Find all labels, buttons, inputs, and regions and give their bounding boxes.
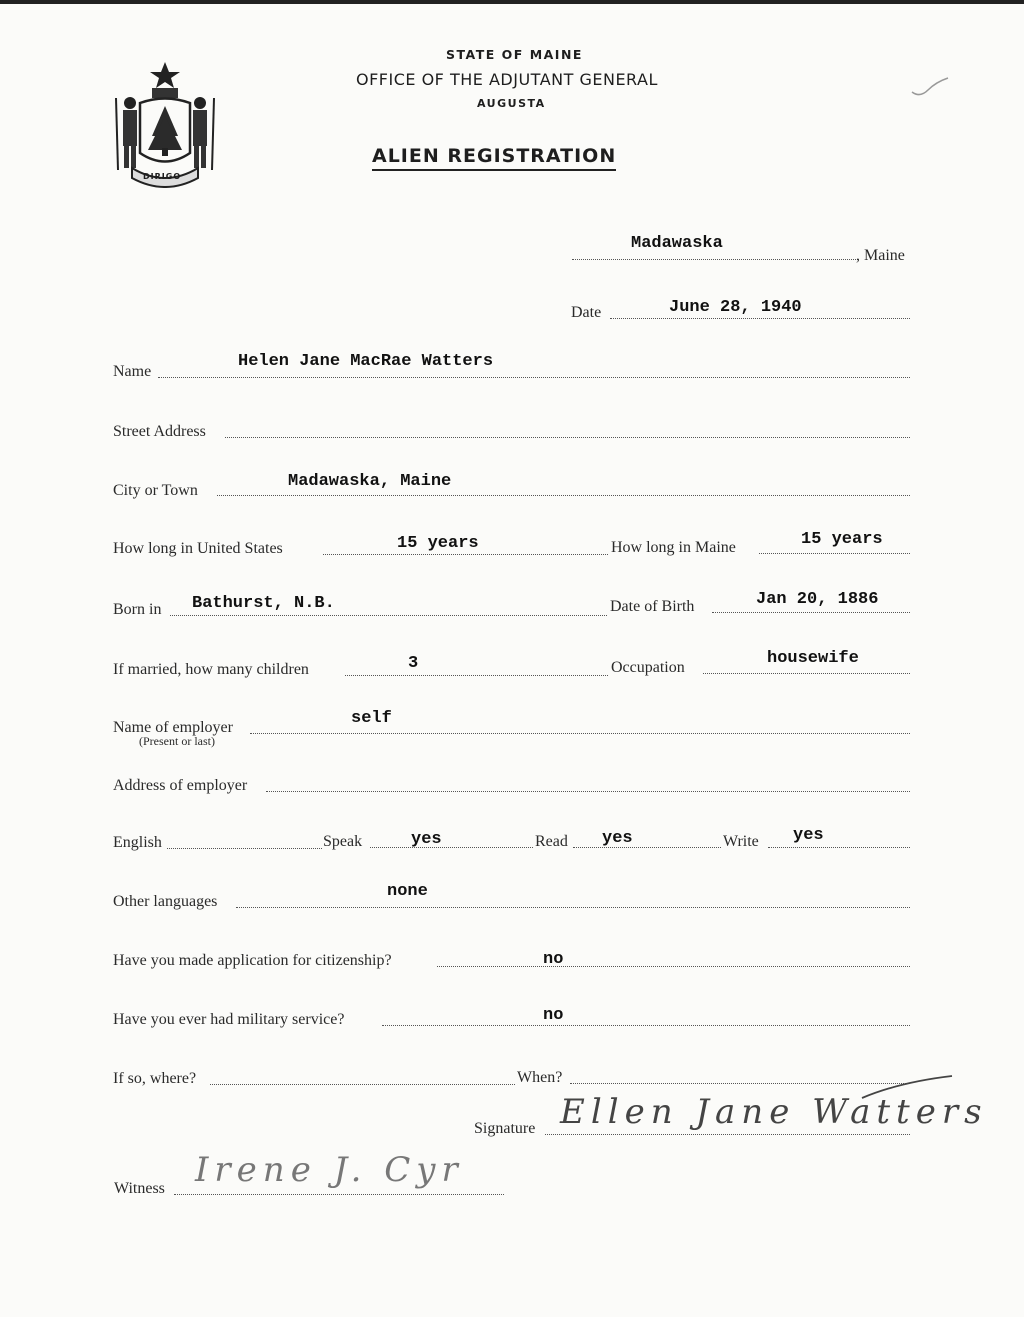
children-value: 3 [408, 654, 419, 673]
occupation-value: housewife [767, 649, 859, 668]
military-line [382, 1025, 910, 1026]
other-languages-label: Other languages [113, 893, 218, 910]
witness-value: Irene J. Cyr [195, 1150, 464, 1190]
name-label: Name [113, 363, 152, 380]
dob-value: Jan 20, 1886 [756, 590, 879, 609]
seal-motto: DIRIGO [143, 172, 182, 181]
city-line [217, 495, 910, 496]
speak-value: yes [411, 830, 442, 849]
us-years-line [323, 554, 608, 555]
name-value: Helen Jane MacRae Watters [238, 352, 494, 371]
read-value: yes [602, 829, 633, 848]
employer-sublabel: (Present or last) [139, 734, 215, 748]
where-line [210, 1084, 515, 1085]
date-line [610, 318, 910, 319]
header-office: OFFICE OF THE ADJUTANT GENERAL [356, 70, 658, 89]
citizenship-value: no [543, 950, 564, 969]
when-label: When? [517, 1069, 563, 1086]
speak-label: Speak [323, 833, 363, 850]
form-title: ALIEN REGISTRATION [372, 145, 616, 171]
maine-years-value: 15 years [801, 530, 883, 549]
born-label: Born in [113, 601, 162, 618]
when-line [570, 1083, 910, 1084]
place-value: Madawaska [631, 234, 723, 253]
maine-years-line [759, 553, 910, 554]
street-label: Street Address [113, 423, 206, 440]
witness-line [174, 1194, 504, 1195]
signature-label: Signature [474, 1120, 536, 1137]
occupation-line [703, 673, 910, 674]
children-label: If married, how many children [113, 661, 309, 678]
maine-years-label: How long in Maine [611, 539, 736, 556]
write-line [768, 847, 910, 848]
signature-line [545, 1134, 910, 1135]
employer-value: self [351, 709, 392, 728]
citizenship-label: Have you made application for citizenship? [113, 952, 392, 969]
occupation-label: Occupation [611, 659, 685, 676]
read-line [573, 847, 721, 848]
place-line [572, 259, 856, 260]
dob-line [712, 612, 910, 613]
signature-value: Ellen Jane Watters [560, 1092, 988, 1132]
header-city: AUGUSTA [477, 97, 546, 110]
born-line [170, 615, 607, 616]
employer-label: Name of employer [113, 719, 233, 736]
employer-address-line [266, 791, 910, 792]
dob-label: Date of Birth [610, 598, 695, 615]
write-label: Write [723, 833, 759, 850]
street-line [225, 437, 910, 438]
read-label: Read [535, 833, 568, 850]
state-seal-icon [110, 58, 220, 188]
city-label: City or Town [113, 482, 198, 499]
date-label: Date [571, 304, 602, 321]
speak-line [370, 847, 533, 848]
other-languages-value: none [387, 882, 428, 901]
other-languages-line [236, 907, 910, 908]
us-years-label: How long in United States [113, 540, 283, 557]
english-label: English [113, 834, 162, 851]
witness-label: Witness [114, 1180, 165, 1197]
date-value: June 28, 1940 [669, 298, 802, 317]
employer-address-label: Address of employer [113, 777, 248, 794]
military-value: no [543, 1006, 564, 1025]
header-state: STATE OF MAINE [446, 47, 583, 62]
signature-flourish-icon [860, 1072, 956, 1102]
write-value: yes [793, 826, 824, 845]
city-value: Madawaska, Maine [288, 472, 452, 491]
english-line [167, 848, 322, 849]
where-label: If so, where? [113, 1070, 197, 1087]
military-label: Have you ever had military service? [113, 1011, 345, 1028]
us-years-value: 15 years [397, 534, 479, 553]
name-line [158, 377, 910, 378]
place-suffix: , Maine [856, 247, 905, 264]
citizenship-line [437, 966, 910, 967]
born-value: Bathurst, N.B. [192, 594, 335, 613]
children-line [345, 675, 608, 676]
check-mark-icon [910, 76, 950, 98]
employer-line [250, 733, 910, 734]
scan-border [0, 0, 1024, 4]
